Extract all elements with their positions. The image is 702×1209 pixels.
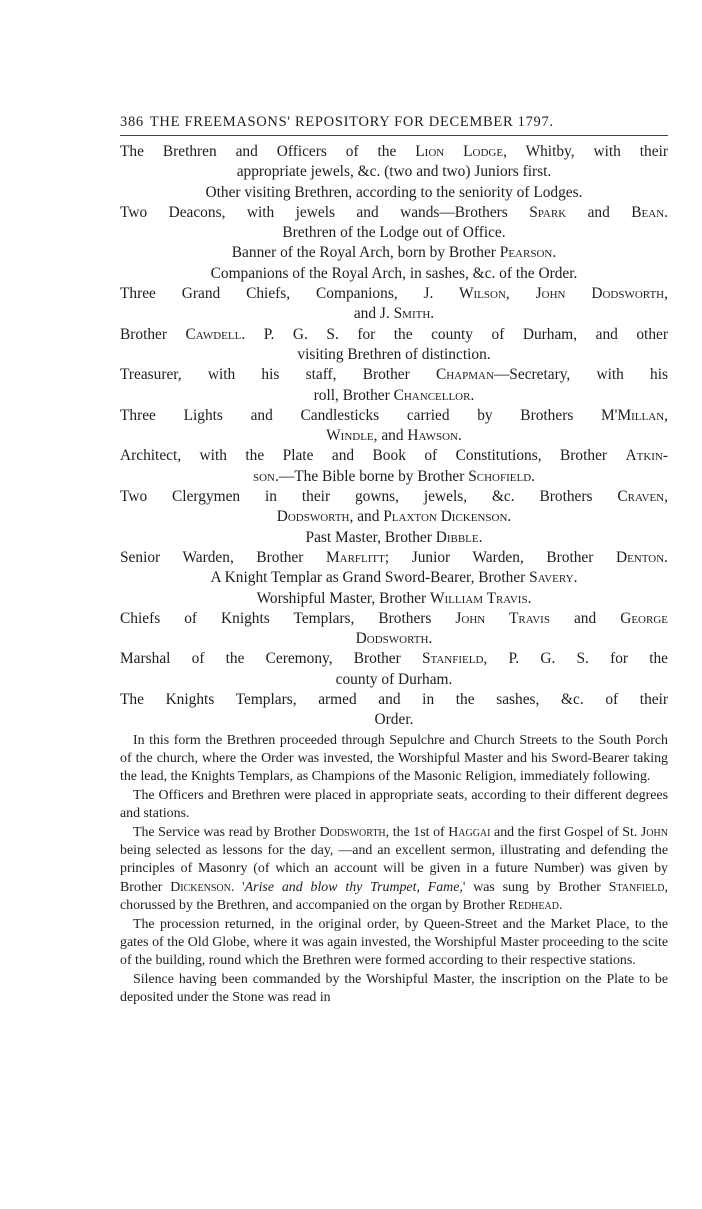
procession-entry: [120, 325, 668, 366]
paragraph: The Service was read by Brother Dodsworth, the 1st of Haggai and the first Gospel of St. John being selected as lessons for the day, —and an excellent sermon, illustrating and defending the principles of Masonry (of which an account will be given in a future Number) was given by Brother Dickenson. 'Arise and blow thy Trumpet, Fame,' was sung by Brother Stanfield, chorussed by the Brethren, and accompanied on the organ by Brother Redhead.: [120, 824, 668, 914]
procession-line-continued: county of Durham.: [335, 670, 453, 688]
procession-line: Marshal of the Ceremony, Brother Stanfield, P. G. S. for the: [120, 650, 668, 668]
procession-line-continued: Order.: [374, 711, 414, 729]
running-head: [120, 112, 668, 136]
book-page: [120, 112, 668, 1008]
procession-line: Past Master, Brother Dibble.: [305, 528, 483, 546]
paragraph: Silence having been commanded by the Worshipful Master, the inscription on the Plate to be deposited under the Stone was read in: [120, 971, 668, 1006]
procession-line: Three Lights and Candlesticks carried by Brothers M'Millan,: [120, 406, 668, 424]
procession-line: Three Grand Chiefs, Companions, J. Wilson, John Dodsworth,: [120, 285, 668, 303]
procession-line: Brother Cawdell. P. G. S. for the county of Durham, and other: [120, 325, 668, 343]
procession-line: Banner of the Royal Arch, born by Brother Pearson.: [231, 244, 557, 262]
procession-line-continued: Dodsworth, and Plaxton Dickenson.: [276, 508, 512, 526]
procession-line: Two Deacons, with jewels and wands—Brothers Spark and Bean.: [120, 203, 668, 221]
procession-entry: [120, 589, 668, 609]
procession-line: Two Clergymen in their gowns, jewels, &c. Brothers Craven,: [120, 488, 668, 506]
procession-line: The Brethren and Officers of the Lion Lodge, Whitby, with their: [120, 143, 668, 160]
procession-line: Architect, with the Plate and Book of Constitutions, Brother Atkin-: [120, 447, 668, 465]
running-title: THE FREEMASONS' REPOSITORY FOR DECEMBER 1797.: [149, 114, 554, 130]
procession-line: Companions of the Royal Arch, in sashes, &c. of the Order.: [210, 264, 578, 282]
procession-entry: [120, 365, 668, 406]
procession-line-continued: Brethren of the Lodge out of Office.: [282, 224, 506, 242]
procession-line: Other visiting Brethren, according to the seniority of Lodges.: [205, 183, 583, 201]
procession-entry: [120, 142, 668, 183]
procession-line-continued: appropriate jewels, &c. (two and two) Juniors first.: [236, 163, 552, 181]
paragraph: In this form the Brethren proceeded through Sepulchre and Church Streets to the South Porch of the church, where the Order was invested, the Worshipful Master and his Sword-Bearer taking the lead, the Knights Templars, as Champions of the Masonic Religion, immediately following.: [120, 732, 668, 785]
page-number: 386: [120, 114, 144, 130]
procession-entry: [120, 203, 668, 244]
procession-entry: [120, 690, 668, 731]
procession-list: [120, 142, 668, 731]
procession-line-continued: and J. Smith.: [353, 305, 435, 323]
procession-entry: [120, 528, 668, 548]
procession-line-continued: roll, Brother Chancellor.: [313, 386, 475, 404]
procession-line: Senior Warden, Brother Marflitt; Junior Warden, Brother Denton.: [120, 548, 668, 566]
procession-entry: [120, 264, 668, 284]
procession-entry: [120, 548, 668, 568]
procession-entry: [120, 243, 668, 263]
procession-entry: [120, 609, 668, 650]
procession-entry: [120, 284, 668, 325]
procession-entry: [120, 406, 668, 447]
paragraph: The procession returned, in the original order, by Queen-Street and the Market Place, to the gates of the Old Globe, where it was again invested, the Worshipful Master proceeding to the scite of the building, round which the Brethren were formed according to their respective stations.: [120, 916, 668, 969]
procession-line-continued: visiting Brethren of distinction.: [297, 345, 491, 363]
procession-entry: [120, 183, 668, 203]
procession-line: Worshipful Master, Brother William Travis.: [256, 589, 532, 607]
procession-line-continued: Dodsworth.: [355, 630, 433, 648]
procession-entry: [120, 568, 668, 588]
procession-line-continued: son.—The Bible borne by Brother Schofield.: [252, 467, 536, 485]
procession-entry: [120, 487, 668, 528]
procession-line: A Knight Templar as Grand Sword-Bearer, Brother Savery.: [210, 569, 578, 587]
procession-line: Chiefs of Knights Templars, Brothers John Travis and George: [120, 609, 668, 627]
procession-entry: [120, 649, 668, 690]
procession-line-continued: Windle, and Hawson.: [326, 427, 462, 445]
procession-line: The Knights Templars, armed and in the sashes, &c. of their: [120, 691, 668, 709]
procession-line: Treasurer, with his staff, Brother Chapman—Secretary, with his: [120, 366, 668, 384]
procession-entry: [120, 446, 668, 487]
narrative-text: [120, 732, 668, 1008]
paragraph: The Officers and Brethren were placed in appropriate seats, according to their different degrees and stations.: [120, 787, 668, 822]
